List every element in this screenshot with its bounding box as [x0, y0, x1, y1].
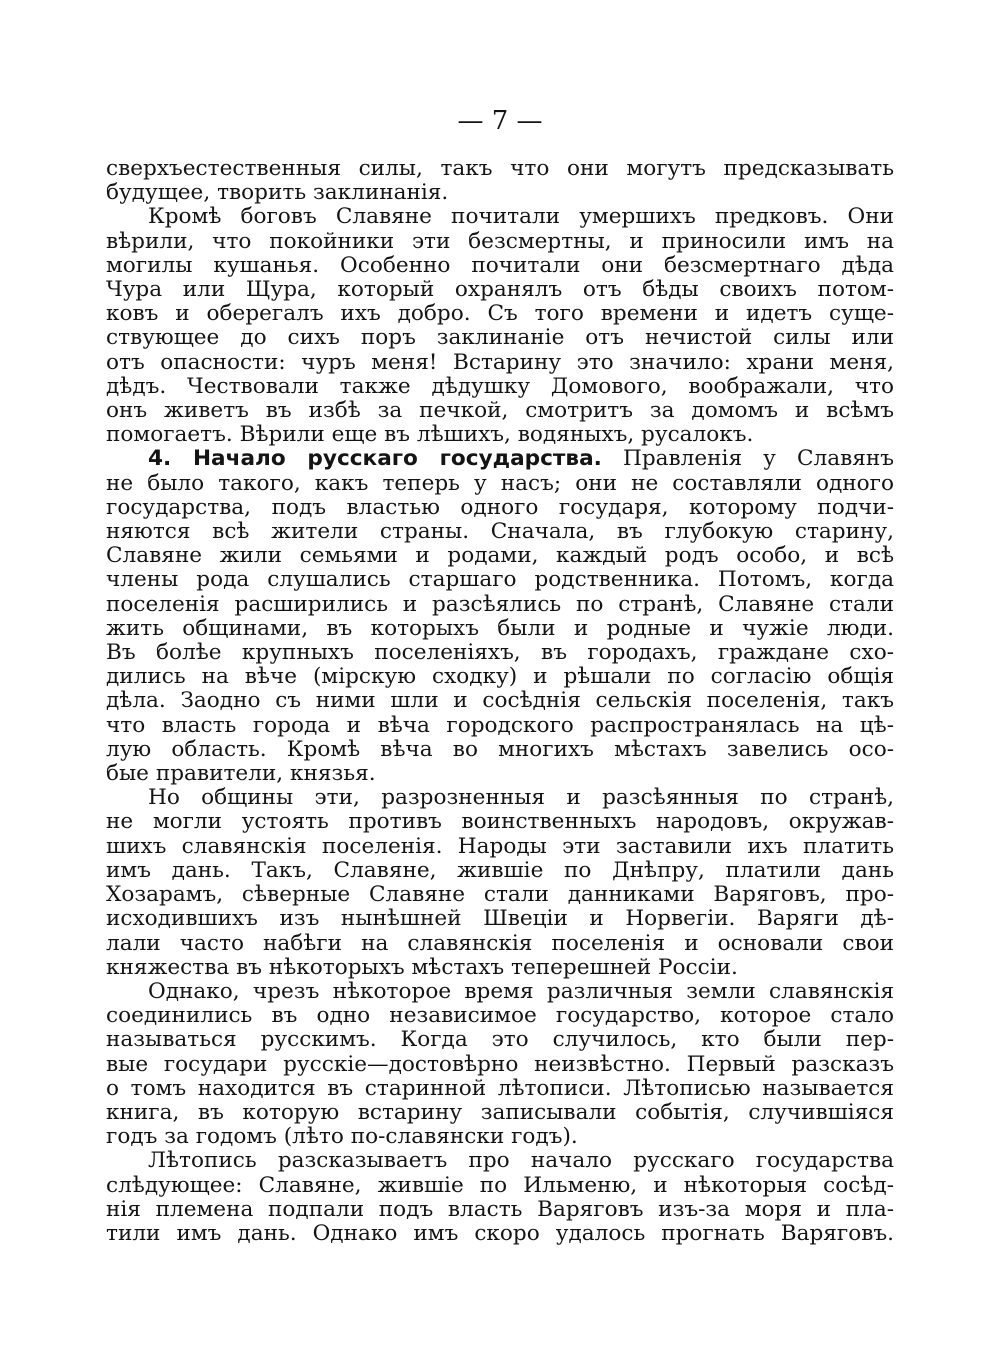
text-line: лали часто набѣги на славянскія поселенія и основали свои	[106, 930, 894, 956]
text-line: ковъ и оберегалъ ихъ добро. Съ того времени и идетъ суще-	[106, 301, 894, 327]
text-line-with-heading	[106, 447, 894, 471]
page-number: — 7 —	[457, 106, 543, 136]
text-line: Но общины эти, разрозненныя и разсѣянныя по странѣ,	[148, 785, 894, 811]
text-line: о томъ находится въ старинной лѣтописи. Лѣтописью называется	[106, 1075, 894, 1101]
body-text	[106, 157, 894, 1246]
text-line: сверхъестественныя силы, такъ что они могутъ предсказывать	[106, 156, 894, 181]
text-line: годъ за годомъ (лѣто по-славянски годъ).	[106, 1124, 578, 1150]
paragraph-6	[106, 1149, 894, 1246]
text-line: могилы кушанья. Особенно почитали они безсмертнаго дѣда	[106, 252, 894, 278]
section-heading: 4. Начало русскаго государства.	[148, 446, 602, 472]
text-line: Лѣтопись разсказываетъ про начало русскаго государства	[148, 1148, 894, 1174]
text-line: Кромѣ боговъ Славяне почитали умершихъ предковъ. Они	[148, 204, 894, 230]
text-line: Славяне жили семьями и родами, каждый родъ особо, и всѣ	[106, 543, 894, 569]
text-line: помогаетъ. Вѣрили еще въ лѣшихъ, водяныхъ, русалокъ.	[106, 422, 754, 448]
text-line: бые правители, князья.	[106, 761, 376, 787]
text-line: княжества въ нѣкоторыхъ мѣстахъ теперешней Россіи.	[106, 954, 738, 980]
text-line: дѣла. Заодно съ ними шли и сосѣднія сельскія поселенія, такъ	[106, 688, 894, 714]
text-line: Хозарамъ, сѣверные Славяне стали данниками Варяговъ, про-	[106, 882, 894, 908]
text-line: Въ болѣе крупныхъ поселеніяхъ, въ городахъ, граждане схо-	[106, 640, 894, 666]
text-line: соединились въ одно независимое государство, которое стало	[106, 1003, 894, 1029]
text-line: ствующее до сихъ поръ заклинаніе отъ нечистой силы или	[106, 325, 894, 351]
text-line: няются всѣ жители страны. Сначала, въ глубокую старину,	[106, 519, 894, 545]
text-line: государства, подъ властью одного государя, которому подчи-	[106, 494, 894, 520]
text-line: онъ живетъ въ избѣ за печкой, смотритъ за домомъ и всѣмъ	[106, 398, 894, 424]
text-line: Чура или Щура, который охранялъ отъ бѣды своихъ потом-	[106, 277, 894, 303]
text-line: отъ опасности: чуръ меня! Встарину это значило: храни меня,	[106, 349, 894, 375]
text-line: не было такого, какъ теперь у насъ; они не составляли одного	[106, 470, 894, 496]
text-line: имъ дань. Такъ, Славяне, жившіе по Днѣпру, платили дань	[106, 857, 894, 883]
text-line: лую область. Кромѣ вѣча во многихъ мѣстахъ завелись осо-	[106, 736, 894, 762]
text-line: что власть города и вѣча городского распространялась на цѣ-	[106, 712, 894, 738]
text-line: тили имъ дань. Однако имъ скоро удалось прогнать Варяговъ.	[106, 1220, 894, 1246]
text-line: жить общинами, въ которыхъ были и родные и чужіе люди.	[106, 615, 894, 641]
text-line: шихъ славянскія поселенія. Народы эти заставили ихъ платить	[106, 833, 894, 859]
paragraph-3	[106, 447, 894, 786]
text-line: вые государи русскіе—достовѣрно неизвѣстно. Первый разсказъ	[106, 1051, 894, 1077]
text-line: дѣдъ. Чествовали также дѣдушку Домового, воображали, что	[106, 373, 894, 399]
paragraph-1	[106, 157, 894, 205]
text-line: нія племена подпали подъ власть Варяговъ изъ-за моря и пла-	[106, 1196, 894, 1222]
text-line: члены рода слушались старшаго родственника. Потомъ, когда	[106, 567, 894, 593]
text-line: Однако, чрезъ нѣкоторое время различныя земли славянскія	[148, 978, 894, 1004]
paragraph-4	[106, 786, 894, 980]
text-line: дились на вѣче (мірскую сходку) и рѣшали по согласію общія	[106, 664, 894, 690]
paragraph-2	[106, 205, 894, 447]
text-line: исходившихъ изъ нынѣшней Швеціи и Норвегіи. Варяги дѣ-	[106, 906, 894, 932]
text-line: называться русскимъ. Когда это случилось, кто были пер-	[106, 1027, 894, 1053]
text-line: слѣдующее: Славяне, жившіе по Ильменю, и нѣкоторыя сосѣд-	[106, 1172, 894, 1198]
paragraph-5	[106, 980, 894, 1149]
text-line: поселенія расширились и разсѣялись по странѣ, Славяне стали	[106, 591, 894, 617]
text-fragment: Правленія у Славянъ	[622, 446, 895, 472]
text-line: книга, въ которую встарину записывали событія, случившіяся	[106, 1099, 894, 1125]
text-line: не могли устоять противъ воинственныхъ народовъ, окружав-	[106, 809, 894, 835]
text-line: будущее, творить заклинанія.	[106, 180, 449, 206]
text-line: вѣрили, что покойники эти безсмертны, и приносили имъ на	[106, 228, 894, 254]
